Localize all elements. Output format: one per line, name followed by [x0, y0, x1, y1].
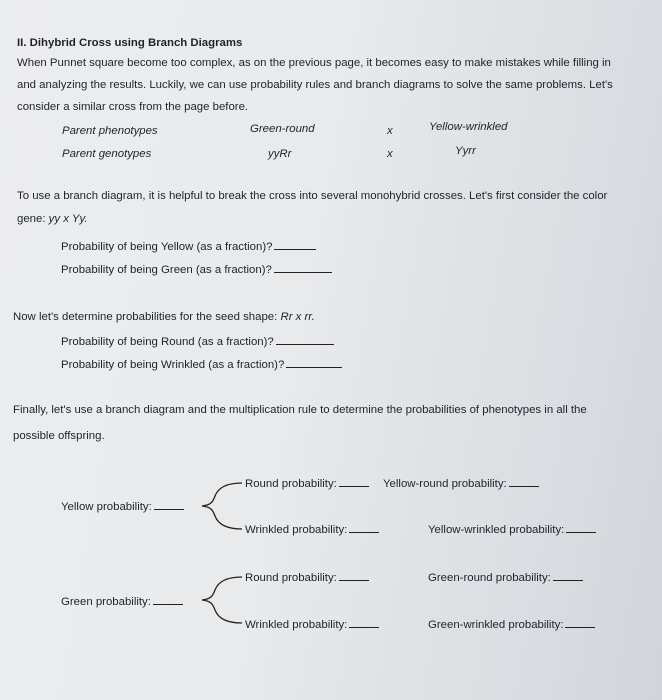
parent-phenotypes-label: Parent phenotypes	[62, 125, 158, 137]
q-yellow-fraction: Probability of being Yellow (as a fraction)?	[61, 239, 316, 254]
yellow-round-branch-prob: Round probability:	[245, 476, 369, 491]
green-round-probability: Green-round probability:	[428, 570, 583, 585]
times-symbol-2: x	[387, 148, 393, 160]
genotype-Yyrr: Yyrr	[455, 145, 476, 157]
shape-cross-line: Now let's determine probabilities for the seed shape: Rr x rr.	[13, 311, 315, 323]
finally-line-2: possible offspring.	[13, 430, 105, 442]
answer-blank-yr-round[interactable]	[339, 476, 369, 487]
answer-blank-yellow-prob[interactable]	[154, 499, 184, 510]
answer-blank-gr-round[interactable]	[339, 570, 369, 581]
q-green-fraction: Probability of being Green (as a fraction)?	[61, 262, 332, 277]
intro-line-1: When Punnet square become too complex, as on the previous page, it becomes easy to make mistakes while filling in	[17, 57, 611, 69]
color-cross-line-1: To use a branch diagram, it is helpful to break the cross into several monohybrid crosses. Let's first consider the color	[17, 190, 608, 202]
intro-line-2: and analyzing the results. Luckily, we can use probability rules and branch diagrams to solve the same problems. Let's	[17, 79, 613, 91]
yellow-wrinkled-probability: Yellow-wrinkled probability:	[428, 522, 596, 537]
q-round-fraction: Probability of being Round (as a fraction)?	[61, 334, 334, 349]
green-probability: Green probability:	[61, 594, 183, 609]
section-heading: II. Dihybrid Cross using Branch Diagrams	[17, 37, 243, 49]
answer-blank-green-wrinkled[interactable]	[565, 617, 595, 628]
answer-blank-round[interactable]	[276, 334, 334, 345]
green-round-branch-prob: Round probability:	[245, 570, 369, 585]
answer-blank-gr-wrinkled[interactable]	[349, 617, 379, 628]
yellow-round-probability: Yellow-round probability:	[383, 476, 539, 491]
intro-line-3: consider a similar cross from the page before.	[17, 101, 249, 113]
green-wrinkled-probability: Green-wrinkled probability:	[428, 617, 595, 632]
brace-yellow	[196, 474, 246, 536]
genotype-yyRr: yyRr	[268, 148, 292, 160]
answer-blank-yellow-round[interactable]	[509, 476, 539, 487]
q-wrinkled-fraction: Probability of being Wrinkled (as a fraction)?	[61, 357, 342, 372]
finally-line-1: Finally, let's use a branch diagram and the multiplication rule to determine the probabilities of phenotypes in all the	[13, 404, 587, 416]
answer-blank-yellow-wrinkled[interactable]	[566, 522, 596, 533]
color-cross-line-2: gene: yy x Yy.	[17, 213, 88, 225]
answer-blank-wrinkled[interactable]	[286, 357, 342, 368]
green-wrinkled-branch-prob: Wrinkled probability:	[245, 617, 379, 632]
yellow-probability: Yellow probability:	[61, 499, 184, 514]
answer-blank-yellow[interactable]	[274, 239, 316, 250]
phenotype-yellow-wrinkled: Yellow-wrinkled	[429, 121, 508, 133]
phenotype-green-round: Green-round	[250, 123, 315, 135]
answer-blank-green-round[interactable]	[553, 570, 583, 581]
brace-green	[196, 568, 246, 630]
times-symbol-1: x	[387, 125, 393, 137]
answer-blank-yr-wrinkled[interactable]	[349, 522, 379, 533]
parent-genotypes-label: Parent genotypes	[62, 148, 152, 160]
answer-blank-green-prob[interactable]	[153, 594, 183, 605]
yellow-wrinkled-branch-prob: Wrinkled probability:	[245, 522, 379, 537]
answer-blank-green[interactable]	[274, 262, 332, 273]
